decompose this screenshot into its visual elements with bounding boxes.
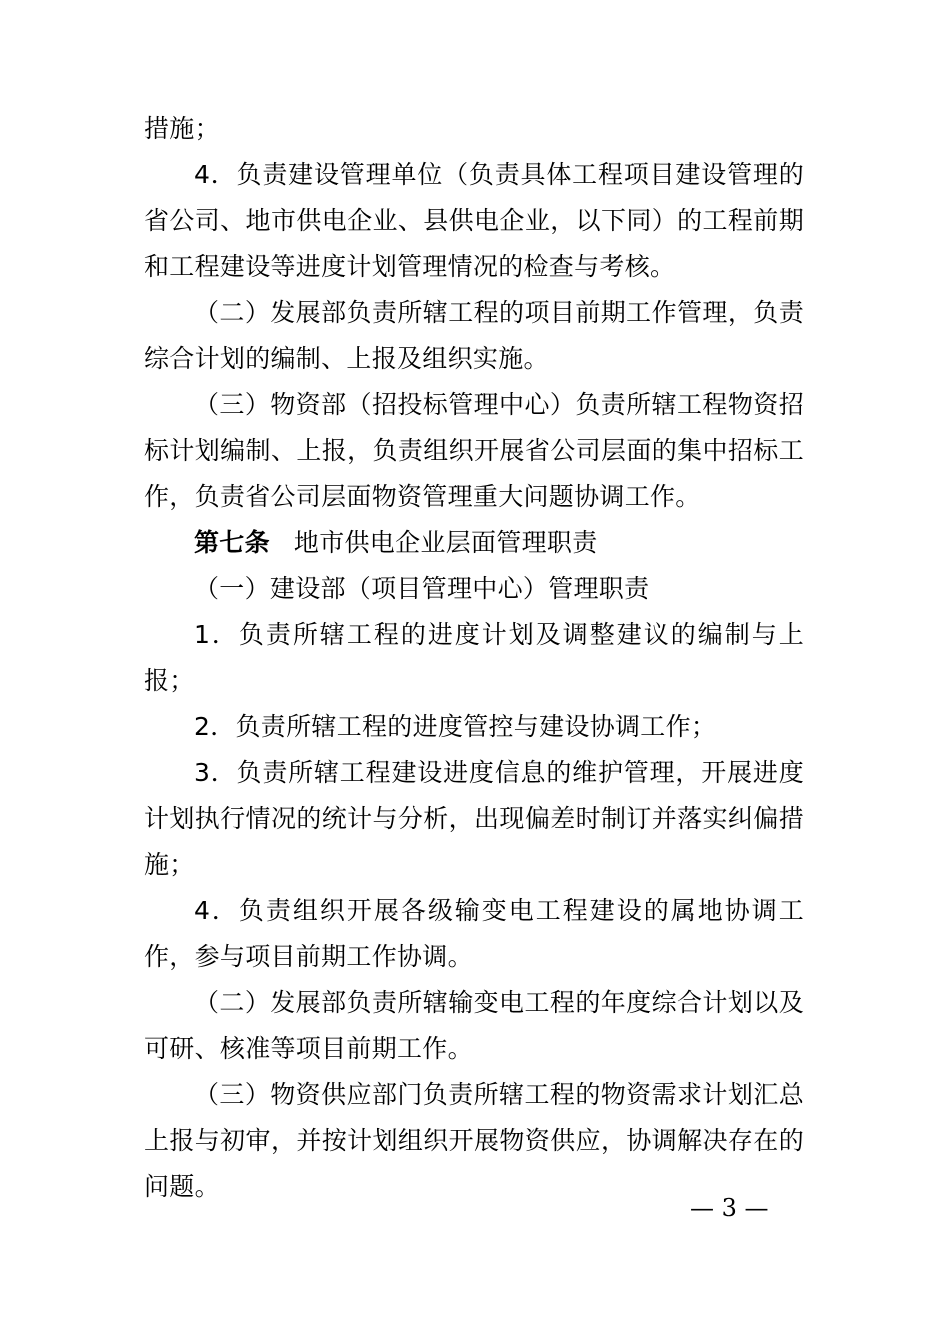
paragraph-construction-dept: （一）建设部（项目管理中心）管理职责 bbox=[194, 574, 650, 603]
paragraph-item-1: 1．负责所辖工程的进度计划及调整建议的编制与上报； bbox=[144, 620, 804, 695]
paragraph-item-4-local: 4．负责组织开展各级输变电工程建设的属地协调工作，参与项目前期工作协调。 bbox=[144, 896, 804, 971]
page-number: — 3 — bbox=[690, 1194, 769, 1222]
paragraph-continuation: 措施； bbox=[144, 114, 220, 143]
paragraph-item-4: 4．负责建设管理单位（负责具体工程项目建设管理的省公司、地市供电企业、县供电企业，以下同）的工程前期和工程建设等进度计划管理情况的检查与考核。 bbox=[144, 160, 804, 281]
paragraph-materials-supply-dept: （三）物资供应部门负责所辖工程的物资需求计划汇总上报与初审，并按计划组织开展物资供应，协调解决存在的问题。 bbox=[144, 1080, 804, 1201]
document-body bbox=[144, 106, 804, 1210]
article-number: 第七条 bbox=[194, 528, 270, 557]
paragraph-development-dept: （二）发展部负责所辖工程的项目前期工作管理，负责综合计划的编制、上报及组织实施。 bbox=[144, 298, 804, 373]
paragraph-item-3: 3．负责所辖工程建设进度信息的维护管理，开展进度计划执行情况的统计与分析，出现偏差时制订并落实纠偏措施； bbox=[144, 758, 804, 879]
paragraph-item-2: 2．负责所辖工程的进度管控与建设协调工作； bbox=[194, 712, 717, 741]
article-title: 地市供电企业层面管理职责 bbox=[293, 528, 598, 557]
paragraph-development-dept-local: （二）发展部负责所辖输变电工程的年度综合计划以及可研、核准等项目前期工作。 bbox=[144, 988, 804, 1063]
article-7-heading-line bbox=[144, 520, 804, 566]
paragraph-materials-dept: （三）物资部（招投标管理中心）负责所辖工程物资招标计划编制、上报，负责组织开展省公司层面的集中招标工作，负责省公司层面物资管理重大问题协调工作。 bbox=[144, 390, 804, 511]
